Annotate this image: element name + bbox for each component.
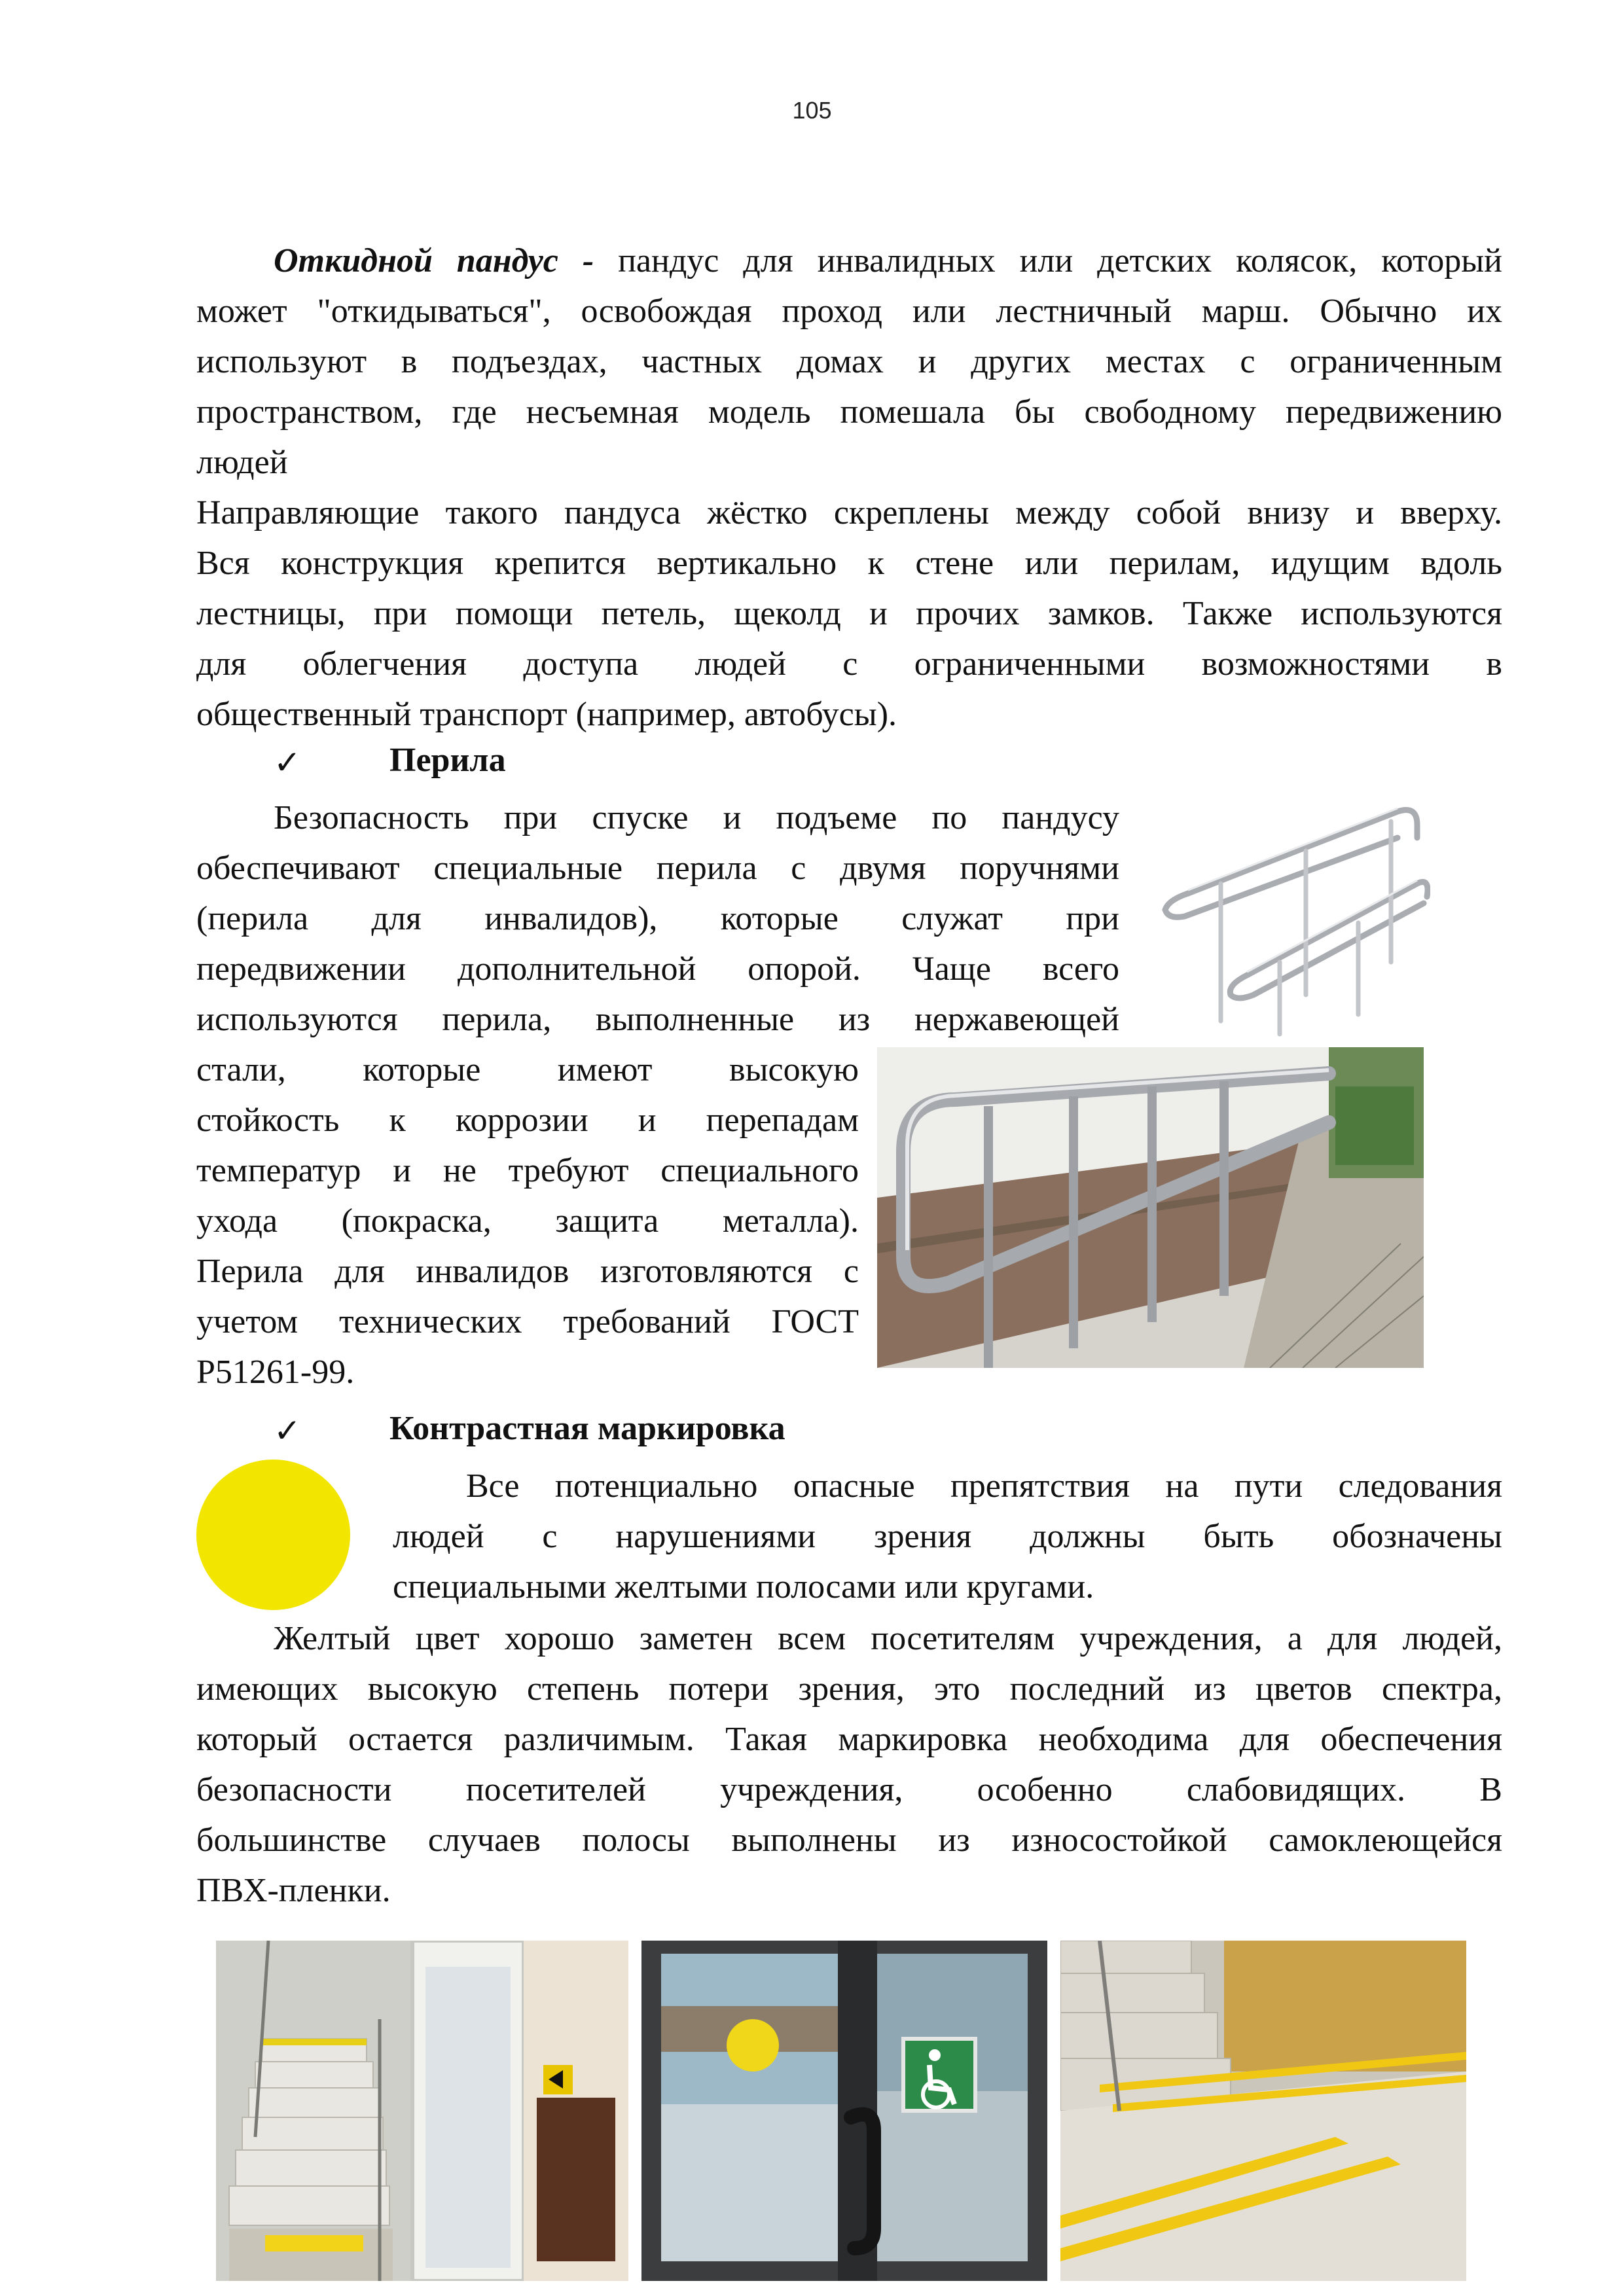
paragraph-line: людей xyxy=(196,444,288,481)
paragraph-line: большинстве случаев полосы выполнены из износостойкой самоклеющейся xyxy=(196,1821,1502,1859)
term-foldable-ramp: Откидной пандус - xyxy=(274,242,594,279)
page-number: 105 xyxy=(792,97,832,124)
paragraph-line: Р51261-99. xyxy=(196,1354,355,1391)
checkmark-icon: ✓ xyxy=(274,1412,301,1450)
paragraph-line: Перила для инвалидов изготовляются с xyxy=(196,1253,859,1290)
staircase-marking-photo xyxy=(216,1941,628,2281)
stair-strips-photo xyxy=(1060,1941,1466,2281)
yellow-circle-marker xyxy=(196,1460,350,1610)
paragraph-line: пространством, где несъемная модель помешала бы свободному передвижению xyxy=(196,393,1502,431)
paragraph-line: Вся конструкция крепится вертикально к стене или перилам, идущим вдоль xyxy=(196,545,1502,582)
paragraph-line: Безопасность при спуске и подъеме по пандусу xyxy=(274,799,1119,836)
paragraph-line: людей с нарушениями зрения должны быть обозначены xyxy=(393,1518,1502,1555)
paragraph-line: Желтый цвет хорошо заметен всем посетителям учреждения, а для людей, xyxy=(274,1620,1502,1657)
paragraph-line: имеющих высокую степень потери зрения, это последний из цветов спектра, xyxy=(196,1670,1502,1708)
paragraph-line: (перила для инвалидов), которые служат при xyxy=(196,900,1119,937)
paragraph-line: стали, которые имеют высокую xyxy=(196,1051,859,1088)
checkmark-icon: ✓ xyxy=(274,744,301,781)
handrail-product-image xyxy=(1142,798,1430,1041)
paragraph-line: ПВХ-пленки. xyxy=(196,1872,391,1909)
handrail-building-photo xyxy=(877,1047,1424,1368)
paragraph-line: который остается различимым. Такая маркировка необходима для обеспечения xyxy=(196,1721,1502,1758)
glass-door-marking-photo xyxy=(641,1941,1047,2281)
paragraph-line: стойкость к коррозии и перепадам xyxy=(196,1102,859,1139)
paragraph-line: передвижении дополнительной опорой. Чаще всего xyxy=(196,950,1119,988)
paragraph-line: учетом технических требований ГОСТ xyxy=(196,1303,859,1340)
paragraph-line: ухода (покраска, защита металла). xyxy=(196,1202,859,1240)
paragraph-line: обеспечивают специальные перила с двумя поручнями xyxy=(196,850,1119,887)
paragraph-line: общественный транспорт (например, автобусы). xyxy=(196,696,897,733)
paragraph-line: для облегчения доступа людей с ограниченными возможностями в xyxy=(196,645,1502,683)
paragraph-line: специальными желтыми полосами или кругами. xyxy=(393,1568,1094,1605)
heading-contrast-marking: Контрастная маркировка xyxy=(389,1410,785,1447)
paragraph-line: используются перила, выполненные из нержавеющей xyxy=(196,1001,1119,1038)
heading-handrails: Перила xyxy=(389,742,506,779)
paragraph-line: Все потенциально опасные препятствия на пути следования xyxy=(466,1467,1502,1505)
paragraph-line: Откидной пандус - пандус для инвалидных или детских колясок, который xyxy=(274,242,1502,279)
paragraph-line: температур и не требуют специального xyxy=(196,1152,859,1189)
paragraph-line: используют в подъездах, частных домах и других местах с ограниченным xyxy=(196,343,1502,380)
paragraph-line: безопасности посетителей учреждения, особенно слабовидящих. В xyxy=(196,1771,1502,1808)
paragraph-line: может "откидываться", освобождая проход или лестничный марш. Обычно их xyxy=(196,293,1502,330)
paragraph-line: Направляющие такого пандуса жёстко скреплены между собой внизу и вверху. xyxy=(196,494,1502,531)
paragraph-line: лестницы, при помощи петель, щеколд и прочих замков. Также используются xyxy=(196,595,1502,632)
